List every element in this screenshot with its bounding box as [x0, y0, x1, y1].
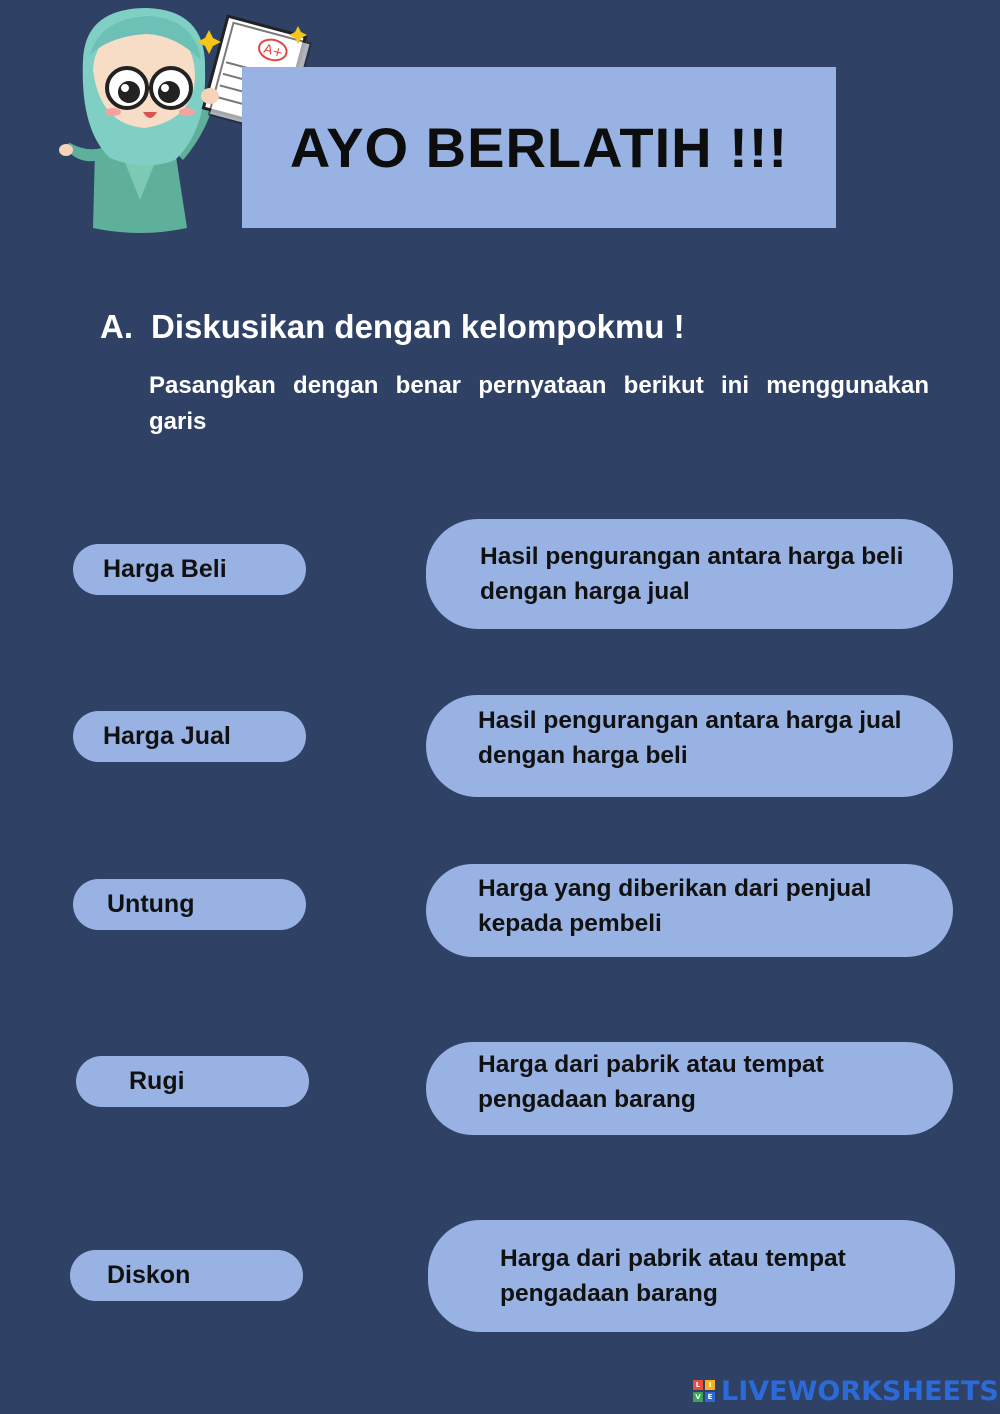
logo-icon	[693, 1380, 715, 1402]
instruction-text: Pasangkan dengan benar pernyataan berikut ini menggunakan garis	[149, 372, 929, 435]
term-label: Harga Beli	[103, 555, 227, 583]
term-harga-jual[interactable]	[73, 711, 306, 762]
logo-text: LIVEWORKSHEETS	[721, 1375, 999, 1407]
definition-text: Hasil pengurangan antara harga jual dengan harga beli	[478, 707, 902, 769]
term-label: Untung	[107, 890, 195, 918]
logo-letter: I	[705, 1380, 715, 1390]
section-heading	[100, 308, 685, 346]
section-title: Diskusikan dengan kelompokmu !	[151, 308, 685, 345]
title-banner	[242, 67, 836, 228]
term-rugi[interactable]	[76, 1056, 309, 1107]
logo-letter: E	[705, 1392, 715, 1402]
term-harga-beli[interactable]	[73, 544, 306, 595]
term-diskon[interactable]	[70, 1250, 303, 1301]
term-untung[interactable]	[73, 879, 306, 930]
term-label: Rugi	[129, 1067, 185, 1095]
definition-text: Harga dari pabrik atau tempat pengadaan barang	[478, 1051, 824, 1113]
section-letter: A.	[100, 308, 133, 345]
definition-text: Harga dari pabrik atau tempat pengadaan barang	[500, 1245, 846, 1307]
liveworksheets-logo	[693, 1376, 999, 1406]
term-label: Diskon	[107, 1261, 191, 1289]
definition-text: Hasil pengurangan antara harga beli dengan harga jual	[480, 543, 904, 605]
term-label: Harga Jual	[103, 722, 231, 750]
page-title: AYO BERLATIH !!!	[289, 116, 789, 179]
definition-5[interactable]	[428, 1220, 955, 1332]
definition-text: Harga yang diberikan dari penjual kepada pembeli	[478, 875, 872, 937]
definition-3[interactable]	[426, 864, 953, 957]
definition-2[interactable]	[426, 695, 953, 797]
logo-letter: L	[693, 1380, 703, 1390]
definition-1[interactable]	[426, 519, 953, 629]
definition-4[interactable]	[426, 1042, 953, 1135]
logo-letter: V	[693, 1392, 703, 1402]
svg-text:A+: A+	[261, 41, 285, 62]
